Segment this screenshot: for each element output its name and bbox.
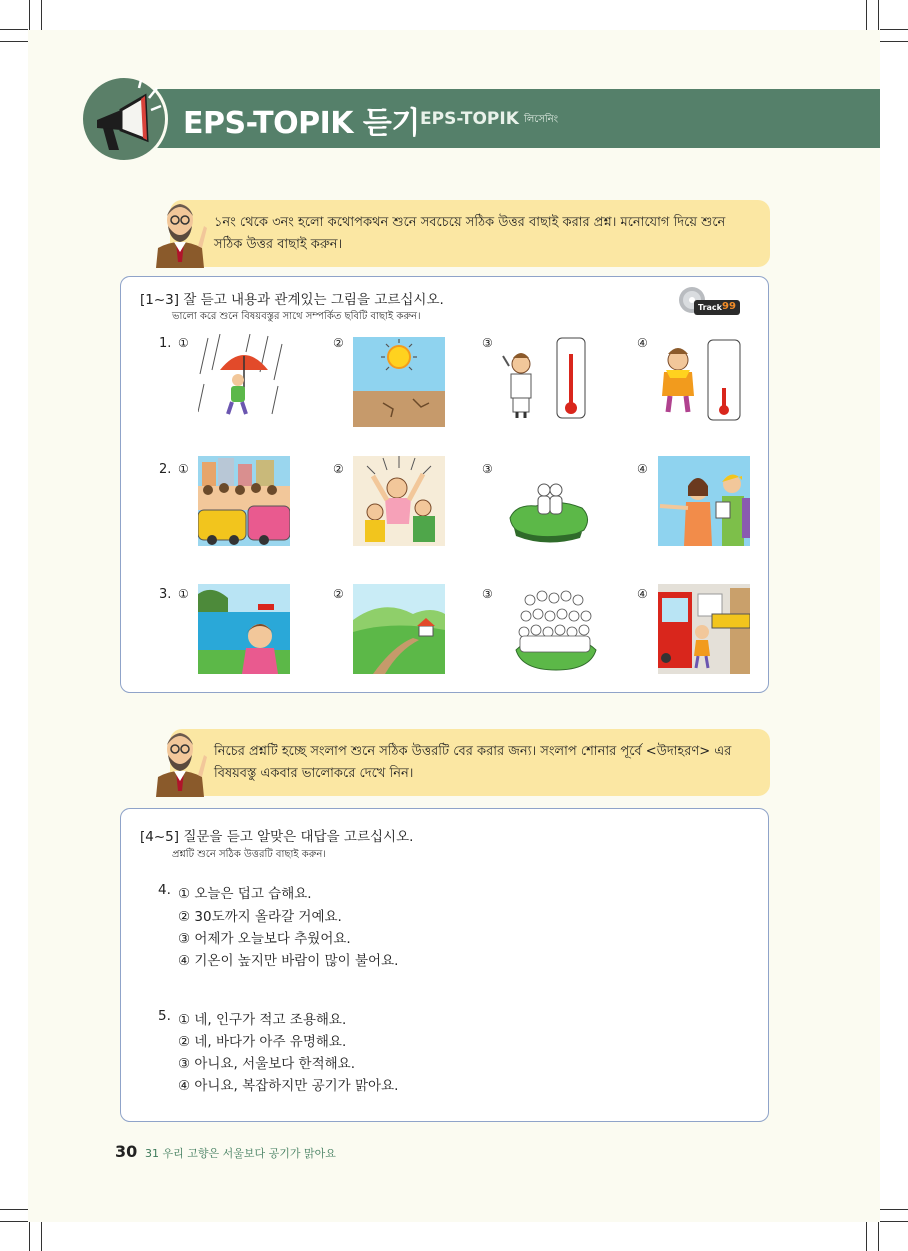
hot-thermometer-picture[interactable] [497, 334, 589, 424]
question-heading: [1~3] 잘 듣고 내용과 관계있는 그림을 고르십시오. [140, 292, 444, 308]
crop-mark [880, 29, 908, 30]
answer-option[interactable]: ② 30도까지 올라갈 거예요. [178, 909, 342, 925]
answer-option[interactable]: ② 네, 바다가 아주 유명해요. [178, 1034, 347, 1050]
option-marker[interactable]: ② [333, 462, 344, 476]
page-subtitle-bn: লিসেনিং [524, 114, 559, 125]
cheering-people-picture[interactable] [353, 456, 445, 546]
question-subheading: ভালো করে শুনে বিষয়বস্তুর সাথে সম্পর্কিত ছবিটি বাছাই করুন। [172, 311, 421, 322]
teacher-icon [150, 196, 210, 268]
question-number: 3. [159, 587, 172, 602]
instruction-banner [170, 200, 770, 267]
crowded-island-picture[interactable] [510, 586, 602, 676]
answer-option[interactable]: ③ 어제가 오늘보다 추웠어요. [178, 931, 351, 947]
crop-mark [0, 1221, 28, 1222]
option-marker[interactable]: ① [178, 462, 189, 476]
track-badge [678, 286, 742, 318]
option-marker[interactable]: ③ [482, 462, 493, 476]
pointing-tourists-picture[interactable] [658, 456, 750, 546]
crop-mark [41, 0, 42, 30]
chapter-title: 31 우리 고향은 서울보다 공기가 맑아요 [145, 1147, 336, 1160]
megaphone-badge [80, 75, 168, 163]
subway-station-picture[interactable] [658, 584, 750, 674]
question-number: 4. [158, 882, 171, 898]
crop-mark [880, 1221, 908, 1222]
crop-mark [29, 0, 30, 30]
page-number: 30 [115, 1142, 138, 1161]
megaphone-icon [83, 78, 165, 160]
answer-option[interactable]: ① 오늘은 덥고 습해요. [178, 886, 312, 902]
cold-thermometer-picture[interactable] [656, 334, 748, 424]
instruction-text: নিচের প্রশ্নটি হচ্ছে সংলাপ শুনে সঠিক উত্তরটি বের করার জন্য। সংলাপ শোনার পূর্বে <উদাহরণ> এর বিষয়বস্তু একবার ভালোকরে দেখে নিন। [214, 744, 732, 781]
question-number: 5. [158, 1008, 171, 1024]
crop-mark [0, 29, 28, 30]
crop-mark [29, 1222, 30, 1251]
seaside-woman-picture[interactable] [198, 584, 290, 674]
small-island-picture[interactable] [506, 468, 598, 558]
option-marker[interactable]: ③ [482, 336, 493, 350]
crop-mark [866, 1222, 867, 1251]
track-label: Track [698, 303, 722, 312]
crop-mark [880, 1209, 908, 1210]
option-marker[interactable]: ① [178, 587, 189, 601]
option-marker[interactable]: ④ [637, 587, 648, 601]
page-title: EPS-TOPIK 듣기 [183, 106, 420, 141]
question-heading: [4~5] 질문을 듣고 알맞은 대답을 고르십시오. [140, 829, 414, 845]
page-subtitle: EPS-TOPIK [420, 109, 519, 129]
question-number: 2. [159, 462, 172, 477]
option-marker[interactable]: ④ [637, 462, 648, 476]
answer-option[interactable]: ④ 기온이 높지만 바람이 많이 불어요. [178, 953, 399, 969]
crop-mark [0, 1209, 28, 1210]
instruction-banner [170, 729, 770, 796]
instruction-text: ১নং থেকে ৩নং হলো কথোপকথন শুনে সবচেয়ে সঠিক উত্তর বাছাই করার প্রশ্ন। মনোযোগ দিয়ে শুনে সঠিক উত্তর বাছাই করুন। [214, 215, 726, 252]
question-subheading: প্রশ্নটি শুনে সঠিক উত্তরটি বাছাই করুন। [172, 849, 326, 860]
option-marker[interactable]: ④ [637, 336, 648, 350]
option-marker[interactable]: ① [178, 336, 189, 350]
crop-mark [41, 1222, 42, 1251]
option-marker[interactable]: ② [333, 336, 344, 350]
crop-mark [878, 0, 879, 30]
crop-mark [0, 41, 28, 42]
crop-mark [878, 1222, 879, 1251]
option-marker[interactable]: ② [333, 587, 344, 601]
crop-mark [866, 0, 867, 30]
track-number: 99 [722, 301, 736, 312]
answer-option[interactable]: ③ 아니요, 서울보다 한적해요. [178, 1056, 356, 1072]
countryside-house-picture[interactable] [353, 584, 445, 674]
answer-option[interactable]: ④ 아니요, 복잡하지만 공기가 맑아요. [178, 1078, 399, 1094]
crowded-street-picture[interactable] [198, 456, 290, 546]
question-number: 1. [159, 336, 172, 351]
teacher-icon [150, 725, 210, 797]
crop-mark [880, 41, 908, 42]
rain-umbrella-picture[interactable] [198, 334, 290, 424]
option-marker[interactable]: ③ [482, 587, 493, 601]
answer-option[interactable]: ① 네, 인구가 적고 조용해요. [178, 1012, 347, 1028]
drought-sun-picture[interactable] [353, 337, 445, 427]
